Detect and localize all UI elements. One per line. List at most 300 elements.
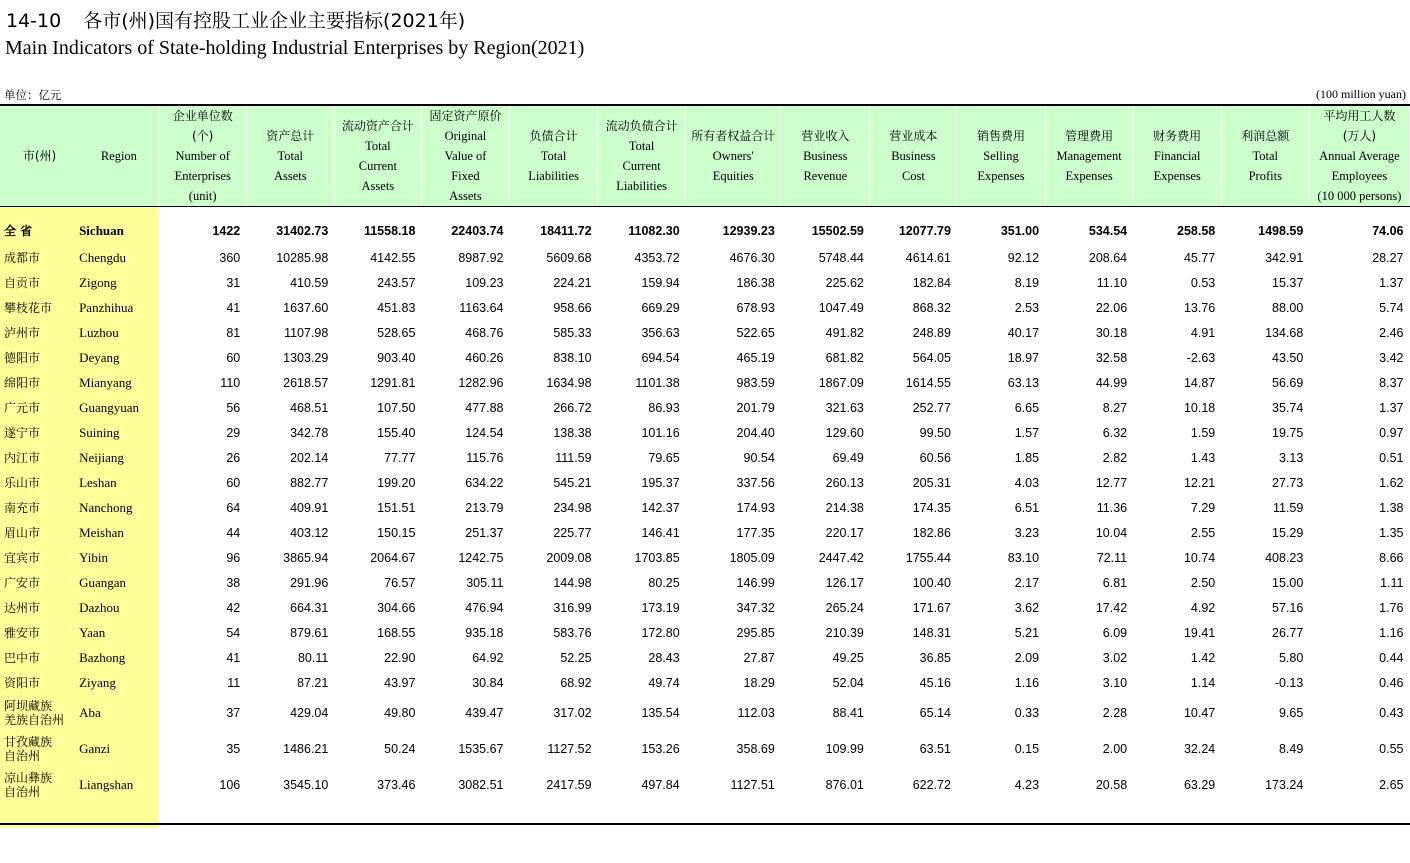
column-header-cn: 企业单位数: [172, 109, 233, 123]
city-name-cn: 成都市: [0, 245, 79, 270]
column-header-en: Selling: [983, 149, 1019, 163]
value-cell: 88.41: [832, 706, 864, 720]
region-name-en: Dazhou: [79, 595, 159, 620]
column-header-cn: 平均用工人数: [1323, 109, 1396, 123]
city-name-cn: 达州市: [0, 595, 79, 620]
value-cell: 15.37: [1272, 275, 1304, 290]
value-cell: 1.42: [1190, 650, 1216, 665]
table-row: [0, 545, 1410, 570]
value-cell: 44.99: [1095, 375, 1128, 390]
value-cell: -0.13: [1274, 675, 1304, 690]
value-cell: 1.11: [1380, 575, 1404, 590]
value-cell: 3.42: [1379, 350, 1404, 365]
value-cell: 6.81: [1102, 575, 1128, 590]
value-cell: 90.54: [743, 450, 775, 465]
value-cell: 468.76: [465, 325, 504, 340]
value-cell: 210.39: [825, 625, 864, 640]
value-cell: 11.10: [1096, 275, 1128, 290]
value-cell: 4.03: [1014, 475, 1040, 490]
column-header-en: Enterprises: [174, 169, 231, 183]
value-cell: 27.87: [743, 650, 775, 665]
value-cell: 18.97: [1007, 350, 1040, 365]
value-cell: 5.21: [1014, 625, 1040, 640]
table-row: [0, 245, 1410, 270]
value-cell: 171.67: [912, 600, 951, 615]
value-cell: 12077.79: [898, 224, 951, 238]
value-cell: 251.37: [465, 525, 504, 540]
indicators-table: [0, 106, 1410, 828]
value-cell: 868.32: [912, 300, 951, 315]
column-header-unit: (万人): [1342, 129, 1377, 143]
column-header-en: Original: [444, 129, 487, 143]
value-cell: 321.63: [825, 400, 864, 415]
value-cell: 2.65: [1379, 778, 1404, 792]
city-name-cn: 内江市: [0, 445, 79, 470]
value-cell: 2.28: [1102, 706, 1128, 720]
region-name-en: Liangshan: [79, 767, 159, 803]
value-cell: 17.42: [1095, 600, 1128, 615]
table-row: [0, 570, 1410, 595]
value-cell: 8.37: [1379, 375, 1404, 390]
value-cell: 451.83: [377, 300, 416, 315]
value-cell: 124.54: [465, 425, 504, 440]
value-cell: 9.65: [1278, 706, 1304, 720]
value-cell: 214.38: [825, 500, 864, 515]
value-cell: 12.21: [1183, 475, 1216, 490]
table-row: [0, 670, 1410, 695]
value-cell: 468.51: [290, 400, 329, 415]
value-cell: 3.23: [1014, 525, 1040, 540]
value-cell: 60.56: [919, 450, 951, 465]
value-cell: 4676.30: [729, 250, 775, 265]
city-name-cn: 宜宾市: [0, 545, 79, 570]
value-cell: 1703.85: [634, 550, 680, 565]
table-row: [0, 520, 1410, 545]
value-cell: 351.00: [1000, 224, 1040, 238]
value-cell: 243.57: [377, 275, 416, 290]
value-cell: 155.40: [377, 425, 416, 440]
column-header: [1045, 106, 1133, 207]
value-cell: 2618.57: [283, 375, 329, 390]
value-cell: 935.18: [465, 625, 504, 640]
value-cell: 11.59: [1272, 500, 1304, 515]
value-cell: 107.50: [377, 400, 416, 415]
value-cell: 6.65: [1014, 400, 1040, 415]
value-cell: 258.58: [1177, 224, 1216, 238]
column-header-cn: 营业收入: [801, 129, 850, 143]
value-cell: 316.99: [553, 600, 592, 615]
value-cell: 135.54: [641, 706, 680, 720]
value-cell: 3.62: [1014, 600, 1040, 615]
table-row: [0, 767, 1410, 803]
column-header-en: (10 000 persons): [1317, 189, 1402, 203]
value-cell: 5.80: [1278, 650, 1304, 665]
value-cell: 1.62: [1379, 475, 1404, 490]
column-header: [421, 106, 509, 207]
city-name-cn: 攀枝花市: [0, 295, 79, 320]
value-cell: 56: [226, 400, 241, 415]
column-header-en: Business: [803, 149, 848, 163]
value-cell: 109.99: [825, 742, 864, 756]
value-cell: 8.66: [1379, 550, 1404, 565]
value-cell: 81: [226, 325, 241, 340]
value-cell: 63.51: [919, 742, 951, 756]
value-cell: 80.11: [297, 650, 329, 665]
value-cell: 4614.61: [905, 250, 951, 265]
value-cell: 356.63: [641, 325, 680, 340]
value-cell: 111.59: [555, 450, 592, 465]
column-header-en: Business: [891, 149, 936, 163]
city-name-cn: 凉山彝族 自治州: [0, 767, 79, 803]
city-name-cn: 全 省: [0, 213, 79, 245]
value-cell: 106: [219, 778, 241, 792]
column-header: [598, 106, 686, 207]
value-cell: 1101.38: [635, 375, 680, 390]
value-cell: 1.85: [1014, 450, 1040, 465]
value-cell: 177.35: [736, 525, 775, 540]
value-cell: 1486.21: [283, 742, 329, 756]
value-cell: 342.91: [1265, 250, 1304, 265]
value-cell: 144.98: [553, 575, 592, 590]
value-cell: 2.55: [1190, 525, 1216, 540]
table-row: [0, 595, 1410, 620]
value-cell: 342.78: [290, 425, 329, 440]
value-cell: 1805.09: [729, 550, 775, 565]
value-cell: 63.29: [1183, 778, 1216, 792]
value-cell: 49.25: [832, 650, 864, 665]
value-cell: 5609.68: [546, 250, 592, 265]
value-cell: 76.57: [384, 575, 416, 590]
region-name-en: Yibin: [79, 545, 159, 570]
value-cell: 11: [227, 675, 241, 690]
value-cell: 4142.55: [370, 250, 416, 265]
value-cell: 146.99: [736, 575, 775, 590]
value-cell: 0.53: [1190, 275, 1216, 290]
value-cell: 585.33: [553, 325, 592, 340]
region-name-en: Aba: [79, 695, 159, 731]
column-header: [1221, 106, 1309, 207]
column-header-en: Assets: [361, 179, 395, 193]
value-cell: 10.04: [1095, 525, 1128, 540]
value-cell: 1.35: [1379, 525, 1404, 540]
value-cell: 1127.51: [730, 778, 775, 792]
column-header-cn: 管理费用: [1065, 129, 1114, 143]
unit-label-cn: 单位：亿元: [4, 88, 62, 102]
column-header-en: Annual Average: [1319, 149, 1400, 163]
value-cell: 208.64: [1088, 250, 1128, 265]
value-cell: 4353.72: [634, 250, 680, 265]
value-cell: 1.38: [1379, 500, 1404, 515]
value-cell: 173.24: [1265, 778, 1304, 792]
value-cell: 0.33: [1014, 706, 1040, 720]
table-number: 14-10: [6, 10, 62, 32]
column-header-en: Owners': [712, 149, 754, 163]
value-cell: 41: [226, 650, 241, 665]
value-cell: 64: [226, 500, 241, 515]
value-cell: 8987.92: [458, 250, 504, 265]
value-cell: 681.82: [825, 350, 864, 365]
table-body: [0, 207, 1410, 829]
value-cell: 148.31: [912, 625, 951, 640]
value-cell: 36.85: [919, 650, 951, 665]
value-cell: 174.93: [736, 500, 775, 515]
value-cell: 1637.60: [283, 300, 329, 315]
value-cell: 304.66: [377, 600, 416, 615]
value-cell: 465.19: [736, 350, 775, 365]
region-name-en: Suining: [79, 420, 159, 445]
value-cell: 1867.09: [818, 375, 864, 390]
value-cell: 30.84: [472, 675, 504, 690]
value-cell: 2.82: [1102, 450, 1128, 465]
value-cell: 52.04: [832, 675, 864, 690]
value-cell: 0.97: [1379, 425, 1404, 440]
value-cell: 439.47: [465, 706, 504, 720]
city-name-cn: 乐山市: [0, 470, 79, 495]
value-cell: 92.12: [1007, 250, 1040, 265]
page-title-en: Main Indicators of State-holding Industrial Enterprises by Region(2021): [5, 37, 585, 59]
column-header: [1133, 106, 1221, 207]
table-row: [0, 295, 1410, 320]
column-header-en: Management: [1056, 149, 1122, 163]
column-header-cn: 流动负债合计: [605, 119, 678, 133]
value-cell: 1127.52: [547, 742, 592, 756]
column-header: [79, 106, 159, 207]
value-cell: 159.94: [641, 275, 680, 290]
value-cell: 26.77: [1272, 625, 1304, 640]
value-cell: 4.91: [1190, 325, 1216, 340]
value-cell: 1422: [212, 224, 241, 238]
column-header-en: Expenses: [977, 169, 1025, 183]
value-cell: 0.46: [1379, 675, 1404, 690]
value-cell: 11558.18: [363, 224, 416, 238]
value-cell: 1.59: [1190, 425, 1216, 440]
value-cell: 80.25: [648, 575, 680, 590]
value-cell: 1535.67: [458, 742, 504, 756]
region-name-en: Neijiang: [79, 445, 159, 470]
value-cell: 0.15: [1014, 742, 1040, 756]
value-cell: 11.36: [1096, 500, 1128, 515]
column-header-en: Equities: [712, 169, 754, 183]
value-cell: 38: [226, 575, 241, 590]
value-cell: 60: [226, 475, 241, 490]
city-name-cn: 雅安市: [0, 620, 79, 645]
city-name-cn: 德阳市: [0, 345, 79, 370]
value-cell: 195.37: [641, 475, 680, 490]
column-header-cn: 固定资产原价: [429, 109, 502, 123]
value-cell: 100.40: [912, 575, 951, 590]
value-cell: 174.35: [912, 500, 951, 515]
value-cell: 31: [226, 275, 241, 290]
region-name-en: Ganzi: [79, 731, 159, 767]
region-name-en: Deyang: [79, 345, 159, 370]
value-cell: 476.94: [465, 600, 504, 615]
column-header: [0, 106, 79, 207]
value-cell: 358.69: [736, 742, 775, 756]
value-cell: 172.80: [641, 625, 680, 640]
column-header-cn: 财务费用: [1153, 129, 1202, 143]
region-name-en: Chengdu: [79, 245, 159, 270]
value-cell: 99.50: [919, 425, 951, 440]
value-cell: 68.92: [560, 675, 592, 690]
column-header-cn: 负债合计: [529, 129, 578, 143]
region-name-en: Ziyang: [79, 670, 159, 695]
value-cell: 115.76: [466, 450, 504, 465]
city-name-cn: 甘孜藏族 自治州: [0, 731, 79, 767]
table-row: [0, 620, 1410, 645]
value-cell: 1282.96: [458, 375, 504, 390]
region-name-en: Panzhihua: [79, 295, 159, 320]
value-cell: 317.02: [553, 706, 592, 720]
value-cell: 10.18: [1183, 400, 1216, 415]
column-header-en: Value of: [444, 149, 487, 163]
value-cell: 1163.64: [459, 300, 504, 315]
value-cell: 65.14: [919, 706, 951, 720]
value-cell: 497.84: [641, 778, 680, 792]
value-cell: 69.49: [832, 450, 864, 465]
column-header-cn: 利润总额: [1241, 129, 1290, 143]
value-cell: 8.49: [1278, 742, 1304, 756]
value-cell: 8.19: [1014, 275, 1040, 290]
value-cell: 225.62: [825, 275, 864, 290]
value-cell: 57.16: [1272, 600, 1304, 615]
column-header: [1309, 106, 1409, 207]
table-row: [0, 731, 1410, 767]
value-cell: 1107.98: [284, 325, 329, 340]
value-cell: 410.59: [290, 275, 329, 290]
value-cell: 45.16: [919, 675, 951, 690]
value-cell: 168.55: [377, 625, 416, 640]
region-name-en: Nanchong: [79, 495, 159, 520]
column-header-en: Fixed: [451, 169, 480, 183]
value-cell: 2447.42: [818, 550, 864, 565]
value-cell: 4.92: [1190, 600, 1216, 615]
value-cell: 22403.74: [451, 224, 504, 238]
value-cell: 879.61: [290, 625, 329, 640]
region-name-en: Luzhou: [79, 320, 159, 345]
value-cell: 6.51: [1014, 500, 1040, 515]
value-cell: 213.79: [465, 500, 504, 515]
table-row: [0, 345, 1410, 370]
value-cell: 74.06: [1372, 224, 1404, 238]
value-cell: 266.72: [553, 400, 592, 415]
value-cell: 265.24: [825, 600, 864, 615]
value-cell: 3865.94: [283, 550, 329, 565]
city-name-cn: 南充市: [0, 495, 79, 520]
value-cell: 40.17: [1007, 325, 1040, 340]
city-name-cn: 眉山市: [0, 520, 79, 545]
column-header-en: Assets: [273, 169, 307, 183]
value-cell: 1.57: [1014, 425, 1040, 440]
table-row: [0, 445, 1410, 470]
value-cell: 347.32: [736, 600, 775, 615]
value-cell: 1303.29: [283, 350, 329, 365]
city-name-cn: 阿坝藏族 羌族自治州: [0, 695, 79, 731]
value-cell: 129.60: [825, 425, 864, 440]
value-cell: 18.29: [743, 675, 775, 690]
table-row: [0, 420, 1410, 445]
value-cell: 134.68: [1265, 325, 1304, 340]
value-cell: 1755.44: [905, 550, 951, 565]
value-cell: 2.46: [1379, 325, 1404, 340]
value-cell: 110: [220, 375, 241, 390]
value-cell: 60: [226, 350, 241, 365]
value-cell: 1.16: [1014, 675, 1040, 690]
column-header-cn: 销售费用: [976, 129, 1025, 143]
value-cell: 41: [226, 300, 241, 315]
value-cell: 63.13: [1007, 375, 1040, 390]
value-cell: 460.26: [465, 350, 504, 365]
value-cell: 403.12: [290, 525, 329, 540]
value-cell: 409.91: [290, 500, 329, 515]
value-cell: 429.04: [290, 706, 329, 720]
value-cell: 2.53: [1014, 300, 1040, 315]
value-cell: 295.85: [736, 625, 775, 640]
value-cell: 634.22: [465, 475, 504, 490]
column-header-en: Liabilities: [616, 179, 667, 193]
value-cell: 56.69: [1272, 375, 1304, 390]
column-header-cn: 营业成本: [889, 129, 938, 143]
value-cell: 408.23: [1265, 550, 1304, 565]
table-row: [0, 320, 1410, 345]
value-cell: 12.77: [1095, 475, 1128, 490]
value-cell: 2.50: [1190, 575, 1216, 590]
region-name-en: Sichuan: [79, 213, 159, 245]
value-cell: 146.41: [641, 525, 680, 540]
column-header-en: Total: [277, 149, 304, 163]
value-cell: 153.26: [641, 742, 680, 756]
value-cell: 10285.98: [276, 250, 329, 265]
table-row: [0, 270, 1410, 295]
column-header-en: Employees: [1331, 169, 1388, 183]
value-cell: 876.01: [825, 778, 864, 792]
table-row: [0, 370, 1410, 395]
value-cell: 225.77: [553, 525, 592, 540]
value-cell: 32.24: [1183, 742, 1216, 756]
column-header-en: Profits: [1248, 169, 1282, 183]
value-cell: 958.66: [553, 300, 592, 315]
value-cell: 522.65: [736, 325, 775, 340]
value-cell: 126.17: [825, 575, 864, 590]
value-cell: 252.77: [912, 400, 951, 415]
value-cell: 96: [226, 550, 241, 565]
value-cell: 1.14: [1190, 675, 1216, 690]
bottom-rule: [0, 823, 1410, 825]
column-header-en: Expenses: [1153, 169, 1201, 183]
value-cell: 7.29: [1190, 500, 1216, 515]
value-cell: 903.40: [377, 350, 416, 365]
value-cell: 0.51: [1379, 450, 1404, 465]
region-name-en: Guangyuan: [79, 395, 159, 420]
city-name-cn: 广安市: [0, 570, 79, 595]
value-cell: 49.80: [384, 706, 416, 720]
value-cell: 545.21: [553, 475, 592, 490]
value-cell: 491.82: [825, 325, 864, 340]
value-cell: 360: [219, 250, 241, 265]
value-cell: 3.10: [1102, 675, 1128, 690]
value-cell: 669.29: [641, 300, 680, 315]
value-cell: 1.16: [1379, 625, 1404, 640]
value-cell: 138.38: [553, 425, 592, 440]
city-name-cn: 泸州市: [0, 320, 79, 345]
column-header: [781, 106, 870, 207]
value-cell: 182.84: [912, 275, 951, 290]
value-cell: 1242.75: [458, 550, 504, 565]
value-cell: 678.93: [736, 300, 775, 315]
column-header-en: Current: [358, 159, 397, 173]
value-cell: 1634.98: [546, 375, 592, 390]
value-cell: 43.50: [1272, 350, 1304, 365]
column-header-en: Current: [622, 159, 661, 173]
